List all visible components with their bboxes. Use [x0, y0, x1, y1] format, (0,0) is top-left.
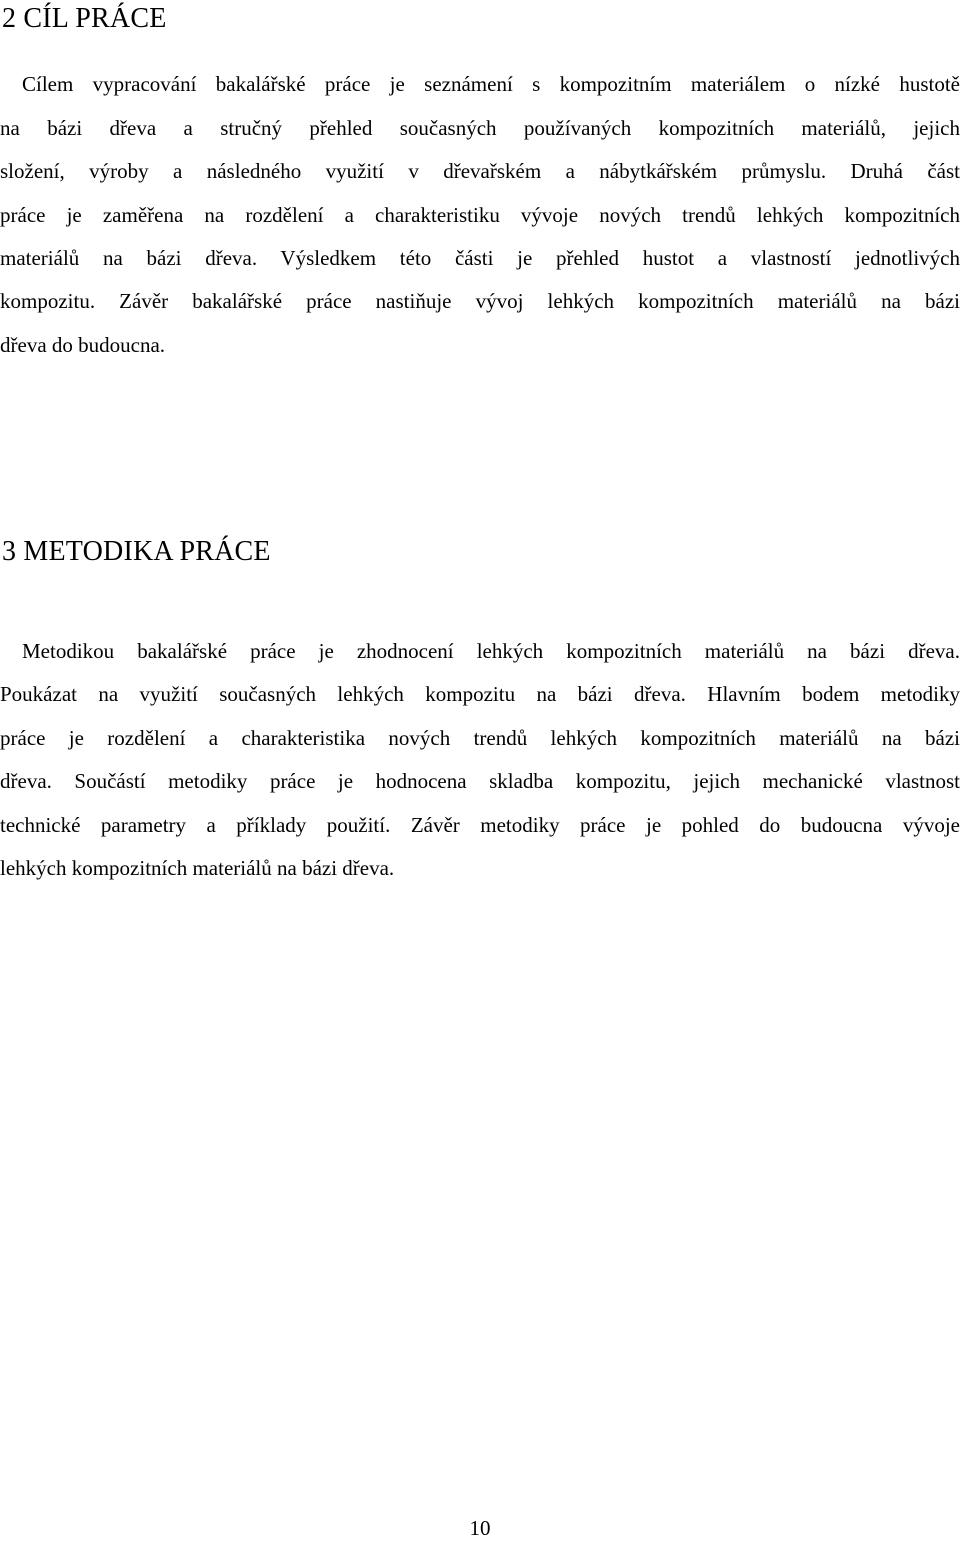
paragraph-line: technické parametry a příklady použití. Závěr metodiky práce je pohled do budoucna vývoje — [0, 813, 960, 837]
paragraph-line: dřeva do budoucna. — [0, 333, 166, 357]
paragraph-line: na bázi dřeva a stručný přehled současných používaných kompozitních materiálů, jejich — [0, 116, 960, 140]
paragraph-line: lehkých kompozitních materiálů na bázi dřeva. — [0, 856, 395, 880]
paragraph-line: složení, výroby a následného využití v dřevařském a nábytkářském průmyslu. Druhá část — [0, 159, 960, 183]
paragraph-line: Metodikou bakalářské práce je zhodnocení lehkých kompozitních materiálů na bázi dřeva. — [22, 639, 960, 663]
paragraph-line: práce je zaměřena na rozdělení a charakteristiku vývoje nových trendů lehkých kompozitních — [0, 203, 960, 227]
paragraph-line: kompozitu. Závěr bakalářské práce nastiňuje vývoj lehkých kompozitních materiálů na bázi — [0, 289, 960, 313]
paragraph-line: Cílem vypracování bakalářské práce je seznámení s kompozitním materiálem o nízké hustotě — [22, 72, 960, 96]
section-heading-metodika-prace: 3 METODIKA PRÁCE — [2, 536, 271, 567]
paragraph-line: práce je rozdělení a charakteristika nových trendů lehkých kompozitních materiálů na bázi — [0, 726, 960, 750]
section-heading-cil-prace: 2 CÍL PRÁCE — [2, 3, 167, 34]
paragraph-line: dřeva. Součástí metodiky práce je hodnocena skladba kompozitu, jejich mechanické vlastnost — [0, 769, 960, 793]
paragraph-line: materiálů na bázi dřeva. Výsledkem této části je přehled hustot a vlastností jednotlivých — [0, 246, 960, 270]
page-number: 10 — [469, 1516, 491, 1540]
paragraph-line: Poukázat na využití současných lehkých kompozitu na bázi dřeva. Hlavním bodem metodiky — [0, 682, 960, 706]
